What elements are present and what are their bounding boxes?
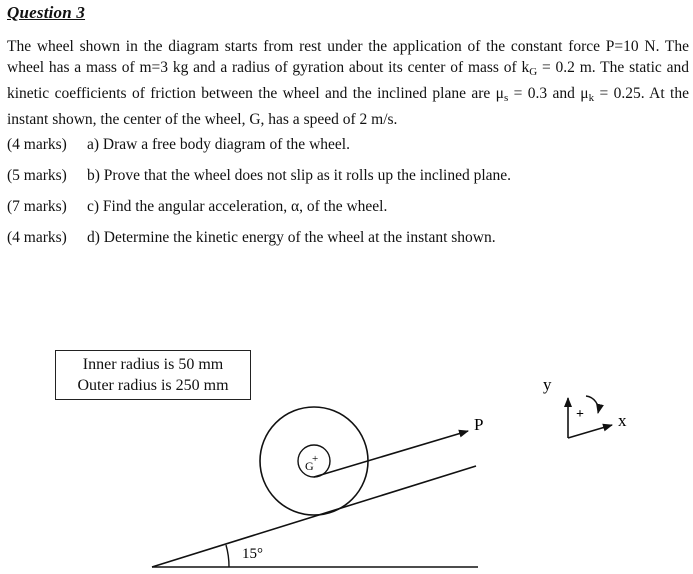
x-axis-label: x — [618, 411, 627, 430]
part-d-text: d) Determine the kinetic energy of the wheel at the instant shown. — [87, 229, 496, 246]
part-c-text: c) Find the angular acceleration, α, of the wheel. — [87, 198, 388, 215]
force-label: P — [474, 415, 484, 434]
part-c-marks: (7 marks) — [7, 198, 67, 215]
part-d-marks: (4 marks) — [7, 229, 67, 246]
center-label: G — [305, 459, 314, 473]
part-a-marks: (4 marks) — [7, 136, 67, 153]
part-a-text: a) Draw a free body diagram of the wheel. — [87, 136, 350, 153]
rotation-sign: + — [576, 407, 584, 422]
center-plus: + — [312, 453, 319, 465]
part-b-marks: (5 marks) — [7, 167, 67, 184]
part-b-text: b) Prove that the wheel does not slip as it rolls up the inclined plane. — [87, 167, 512, 184]
subscript-G: G — [529, 66, 538, 78]
outer-radius-text: Outer radius is 250 mm — [77, 377, 229, 394]
statement-text-2: = 0.2 m. The static and kinetic coefficients of friction between the wheel and the inclined plane are μ — [7, 59, 689, 102]
angle-arc — [226, 545, 229, 567]
angle-label: 15° — [242, 546, 263, 562]
inner-radius-text: Inner radius is 50 mm — [82, 356, 224, 373]
statement-text-3: = 0.3 and μ — [508, 85, 589, 102]
x-axis-arrow — [568, 425, 612, 438]
subscript-k: k — [588, 92, 595, 104]
force-p-arrow — [314, 431, 468, 477]
y-axis-label: y — [543, 375, 552, 394]
statement-text-1: The wheel shown in the diagram starts from rest under the application of the constant force P=10 N. The wheel has a mass of m=3 kg and a radius of gyration about its center of mass of k — [7, 38, 689, 76]
subscript-s: s — [503, 92, 509, 104]
statement-text-4: = 0.25. At the instant shown, the center of the wheel, G, has a speed of 2 m/s. — [7, 85, 689, 128]
inclined-plane — [152, 466, 476, 567]
rotation-arrow — [586, 396, 598, 413]
question-heading: Question 3 — [7, 3, 86, 22]
